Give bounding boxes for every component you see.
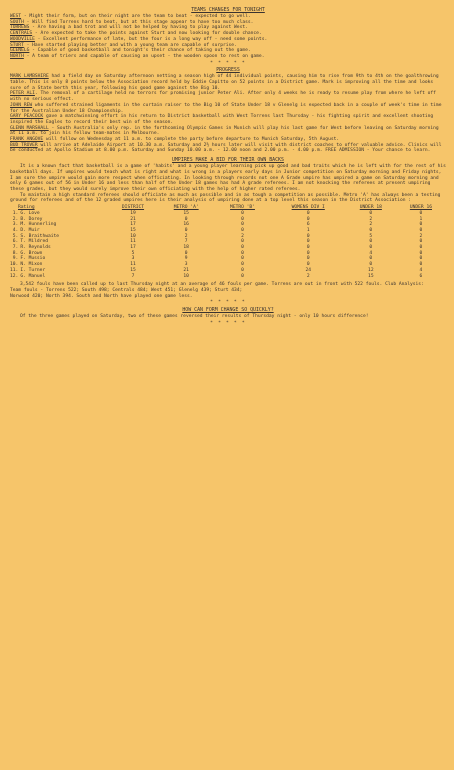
table-cell: 4 [369, 250, 373, 256]
team-comment: - Might their form, but on their night are the team to beat - expected to go well. [21, 14, 251, 19]
table-cell: 0 [419, 227, 423, 233]
table-cell: 0 [241, 216, 244, 222]
rating-number: 2. [12, 216, 19, 222]
progress-text: who suffered strained ligaments in the curtain raiser to the Big 10 of State Under 18 v Glenelg is expected back in a couple of week's time in time for the Australian Under 18 Championship. [10, 102, 442, 114]
umpires-paragraph-1: It is a known fact that basketball is a game of 'habits' and a young player learning pick up good and bad traits which he is left with for the rest of his basketball days. If umpires would teach what is right and what is wrong in a players early days in Junior competition on Saturday morning and Friday nights, I am sure the umpire would gain more respect when officiating. In looking through records not one A Grade umpire has umpired a game on Saturday morning and only 6 games out of 56 in Under 16 and less than half of the Under 18 games has had A grade referees. I am not knocking the referees at present umpiring these grades, but they would surely improve their own officiating with the help of higher rated referees. [10, 164, 446, 192]
table-cell: 5 [131, 250, 135, 256]
table-cell: 3 [131, 256, 135, 262]
team-comment: - Will find Torrens hard to beat, but at this stage appear to have too much class. [23, 19, 254, 25]
team-comment: - Have started playing better and with a young team are capable of surprise. [23, 42, 237, 48]
table-cell: 21 [130, 216, 136, 222]
table-cell: 0 [306, 262, 310, 268]
table-cell: 21 [183, 267, 189, 273]
rating-number: 7. [12, 245, 19, 251]
umpire-name: B. Dorey [20, 216, 43, 222]
table-cell: 0 [241, 245, 244, 251]
table-cell: 0 [241, 262, 244, 268]
table-cell: 0 [184, 250, 188, 256]
table-cell: 18 [183, 245, 189, 251]
table-cell: 12 [368, 267, 374, 273]
team-comment: - A team of triers and capable of causing an upset - the wooden spoon to rest on game. [23, 53, 265, 59]
table-cell: 0 [184, 227, 188, 233]
table-cell: 0 [306, 210, 310, 216]
table-cell: 2 [419, 233, 423, 239]
header-under-18: UNDER 18 [359, 205, 382, 211]
table-cell: 0 [241, 239, 244, 245]
team-changes-list [10, 14, 446, 60]
player-name: GARY PEACOCK [10, 114, 44, 120]
team-name: GLENELG [10, 48, 30, 54]
table-cell: 0 [419, 222, 423, 228]
table-cell: 2 [369, 216, 373, 222]
umpire-analysis-table [10, 205, 446, 279]
table-cell: 11 [130, 239, 136, 245]
table-cell: 24 [305, 267, 311, 273]
player-name: MARK LAMBSHIRE [10, 74, 49, 80]
table-cell: 4 [419, 267, 423, 273]
table-cell: 0 [184, 216, 188, 222]
table-cell: 0 [306, 239, 310, 245]
table-cell: 10 [183, 273, 189, 279]
umpires-paragraph-2: To maintain a high standard referees should officiate as much as possible and in as tough a competition as possible. Metro 'A' has always been a testing ground for referees and of the 12 graded umpires here is their analysis of umpiring done at a top level this season in the District Association : [10, 192, 441, 204]
team-name: WOODVILLE [10, 36, 35, 42]
header-district: DISTRICT [121, 205, 145, 211]
team-comment: - Are having a bad trot and will not be helped by having to play against West. [29, 25, 248, 31]
player-name: PETER ALI [10, 91, 35, 97]
table-cell: 0 [306, 245, 310, 251]
table-cell: 1 [306, 227, 310, 233]
table-cell: 15 [368, 273, 374, 279]
table-cell: 0 [241, 227, 244, 233]
team-changes-heading: TEAMS CHANGES FOR TONIGHT [191, 7, 265, 13]
table-cell: 15 [130, 267, 136, 273]
table-cell: 2 [241, 233, 244, 239]
progress-item [10, 74, 446, 91]
table-cell: 0 [306, 256, 310, 262]
table-cell: 1 [419, 216, 423, 222]
table-cell: 15 [130, 227, 136, 233]
team-comment: - Capable of good basketball and tonight's their chance of taking out the game. [29, 48, 251, 54]
rating-number: 5. [12, 233, 19, 239]
progress-text: will arrive at Adelaide Airport at 10.30 a.m. Saturday and 2½ hours later will visit with district coaches to offer valuable advice. Clinics will be conducted at Apollo Stadium at 8.00 p.m. Saturday and Sunday 10.00 a.m. - 12.00 noon and 2.00 p.m. - 4.00 p.m. FREE ADMISSION - Your chance to learn. [10, 142, 442, 154]
table-cell: 15 [183, 210, 189, 216]
header-rating: Rating [18, 205, 35, 211]
team-comment: - Are expected to take the points against Sturt and now looking for double chance. [32, 31, 262, 37]
table-cell: 0 [241, 222, 244, 228]
team-comment: - Excellent performance of late, but the four is a long way off - need some points. [34, 36, 268, 42]
table-cell: 10 [130, 233, 136, 239]
umpire-name: M. Hunnerling [20, 222, 57, 228]
progress-text: . The removal of a cartilage held no terrors for promising junior Peter Ali. After only 4 weeks he is ready to resume play from where he left off with no serious effect. [10, 91, 436, 103]
umpire-name: D. Muir [20, 227, 40, 233]
table-cell: 0 [306, 233, 310, 239]
table-cell: 0 [419, 245, 423, 251]
section-divider-2: * * * * * [210, 300, 246, 306]
umpire-name: G. Love [20, 210, 40, 216]
umpire-name: T. Mildred [20, 239, 48, 245]
club-fouls-line-1: Team fouls - Torrens 522; South 498; Centrals 484; West 451; Glenelg 439; Sturt 434; [10, 287, 243, 293]
table-cell: 0 [241, 210, 244, 216]
table-cell: 9 [184, 256, 188, 262]
progress-text: - South Australia's only rep. in the forthcoming Olympic Games in Munich will play his last game for West before leaving on Saturday morning at 11 a.m. to join his fellow team-mates in Melbourne. [10, 125, 439, 137]
player-name: BUD TROVER [10, 142, 38, 148]
progress-text: will follow on Wednesday at 11 a.m. to complete the party before departure to Munich Saturday, 5th August. [43, 137, 340, 143]
table-cell: 0 [419, 256, 423, 262]
table-cell: 19 [130, 210, 136, 216]
table-cell: 0 [419, 250, 423, 256]
table-cell: 5 [369, 233, 373, 239]
table-cell: 17 [130, 222, 136, 228]
table-cell: 16 [183, 222, 189, 228]
umpire-name: G. Brown [20, 250, 43, 256]
table-cell: 0 [419, 262, 423, 268]
player-name: GLENN MARSHALL [10, 125, 49, 131]
team-name: CENTRALS [10, 31, 33, 37]
table-cell: 0 [369, 256, 373, 262]
rating-number: 9. [12, 256, 19, 262]
progress-text: gave a matchwinning effort in his return to District basketball with West Torrens last Thursday - his fighting spirit and excellent shooting inspired the Eagles to record their best win of the season. [10, 114, 434, 125]
table-cell: 17 [130, 245, 136, 251]
rating-number: 11. [10, 267, 19, 273]
table-cell: 2 [306, 273, 310, 279]
section-divider-3: * * * * * [210, 320, 246, 326]
table-cell: 0 [369, 245, 373, 251]
rating-number: 4. [12, 227, 19, 233]
progress-list [10, 74, 446, 154]
progress-item [10, 91, 446, 102]
form-change-text: Of the three games played on Saturday, two of these games reversed their results of Thursday night - only 10 hours difference! [20, 314, 369, 320]
umpires-heading: UMPIRES MAKE A BID FOR THEIR OWN BACKS [172, 157, 284, 164]
umpire-name: F. Mussio [20, 256, 46, 262]
team-name: NORTH [10, 53, 24, 59]
umpire-name: G. Manuel [20, 273, 46, 279]
table-cell: 0 [306, 216, 310, 222]
team-name: STURT [10, 42, 24, 48]
club-fouls-line-2: Norwood 420; North 394. South and North have played one game less. [10, 293, 193, 299]
rating-number: 6. [12, 239, 19, 245]
table-cell: 0 [369, 262, 373, 268]
header-womens-div-1: WOMENS DIV I [291, 205, 325, 211]
table-cell: 0 [241, 273, 244, 279]
progress-item [10, 126, 446, 137]
umpire-name: N. Mixon [20, 262, 43, 268]
table-cell: 7 [184, 239, 188, 245]
progress-heading: PROGRESS [216, 67, 240, 74]
table-cell: 11 [130, 262, 136, 268]
team-name: WEST [10, 14, 22, 19]
table-cell: 0 [369, 239, 373, 245]
player-name: FRANK ANGOVE [10, 137, 44, 143]
header-under-16: UNDER 16 [409, 205, 432, 211]
table-cell: 0 [306, 250, 310, 256]
table-cell: 2 [184, 233, 188, 239]
progress-item [10, 114, 446, 125]
table-cell: 0 [241, 267, 244, 273]
table-cell: 0 [419, 239, 423, 245]
progress-item [10, 103, 446, 114]
table-cell: 6 [306, 222, 310, 228]
rating-number: 3. [12, 222, 19, 228]
progress-item [10, 143, 446, 154]
table-cell: 0 [241, 256, 244, 262]
table-cell: 2 [369, 222, 373, 228]
rating-number: 1. [12, 210, 19, 216]
table-cell: 0 [369, 227, 373, 233]
header-metro-b: METRO 'B' [230, 205, 255, 211]
rating-number: 8. [12, 250, 19, 256]
team-name: TORRENS [10, 25, 30, 31]
header-metro-a: METRO 'A' [173, 205, 199, 211]
rating-number: 12. [10, 273, 19, 279]
table-cell: 6 [419, 273, 423, 279]
umpire-name: I. Turner [20, 267, 46, 273]
team-change-line [10, 54, 446, 60]
table-cell: 0 [241, 250, 244, 256]
player-name: JOHN REW [10, 102, 33, 108]
table-cell: 7 [131, 273, 135, 279]
umpire-name: R. Reynolds [20, 245, 51, 251]
progress-text: had a field day on Saturday afternoon netting a season high of 44 individual points, causing him to rise from 9th to 4th on the goalthrowing table. This is only 8 points below the Association record held by Eddie Capitto on 52 points in a District game. Mark is improving all the time and looks sure of a State berth this year, following his good game against the Big 10. [10, 74, 439, 91]
table-cell: 0 [419, 210, 423, 216]
section-divider: * * * * * [210, 60, 246, 66]
umpire-name: S. Braithwaite [20, 233, 60, 239]
team-name: SOUTH [10, 19, 24, 25]
table-cell: 0 [369, 210, 373, 216]
rating-number: 10. [10, 262, 19, 268]
table-cell: 3 [184, 262, 188, 268]
form-change-heading: HOW CAN FORM CHANGE SO QUICKLY? [182, 307, 274, 314]
fouls-summary: 3,542 fouls have been called up to last Thursday night at an average of 46 fouls per game. Torrens are out in front with 522 fouls. Club Analysis: [20, 282, 424, 288]
